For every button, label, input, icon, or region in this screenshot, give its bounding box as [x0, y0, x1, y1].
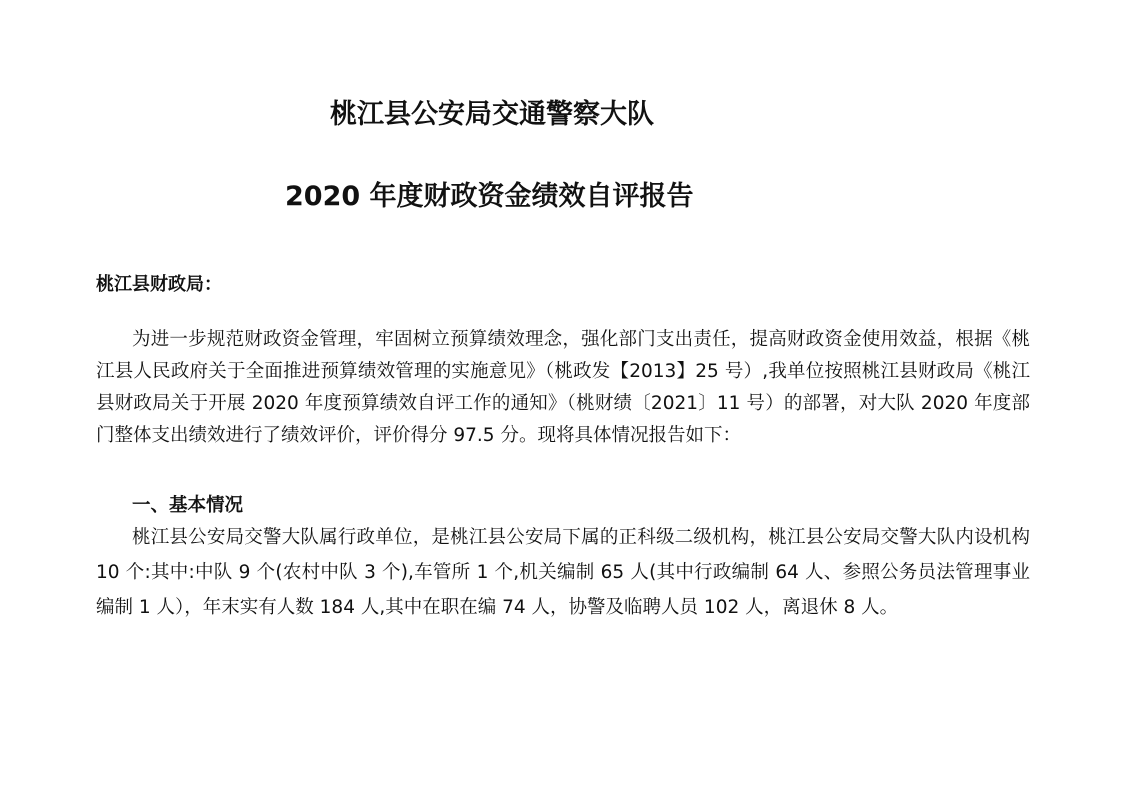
salutation: 桃江县财政局：	[96, 274, 222, 295]
section-heading-basic-info: 一、基本情况	[132, 495, 244, 516]
document-title-line-1: 桃江县公安局交通警察大队	[330, 99, 654, 130]
document-title-line-2: 2020 年度财政资金绩效自评报告	[285, 181, 694, 212]
basic-info-paragraph: 桃江县公安局交警大队属行政单位，是桃江县公安局下属的正科级二级机构，桃江县公安局交警大队内设机构 10 个:其中:中队 9 个(农村中队 3 个),车管所 1 个,机关编制 65 人(其中行政编制 64 人、参照公务员法管理事业编制 1 人），年末实有人数 184 人,其中在职在编 74 人，协警及临聘人员 102 人，离退休 8 人。	[96, 527, 1030, 618]
intro-paragraph: 为进一步规范财政资金管理，牢固树立预算绩效理念，强化部门支出责任，提高财政资金使用效益，根据《桃江县人民政府关于全面推进预算绩效管理的实施意见》（桃政发【2013】25 号）,我单位按照桃江县财政局《桃江县财政局关于开展 2020 年度预算绩效自评工作的通知》（桃财绩〔2021〕11 号）的部署，对大队 2020 年度部门整体支出绩效进行了绩效评价，评价得分 97.5 分。现将具体情况报告如下：	[96, 329, 1030, 446]
